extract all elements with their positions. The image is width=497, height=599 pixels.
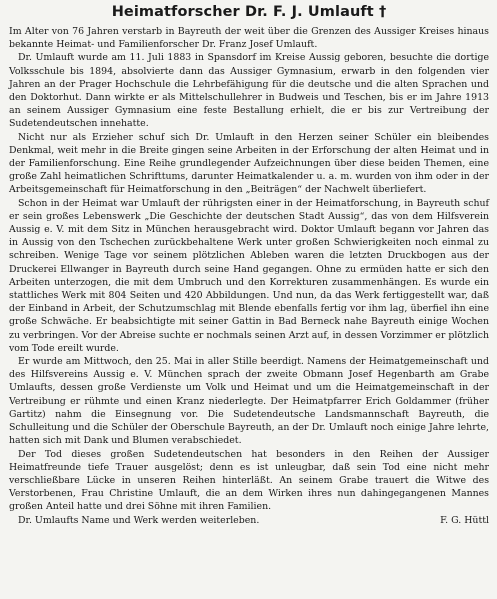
- author-signature: F. G. Hüttl: [440, 514, 489, 526]
- paragraph-biography: Dr. Umlauft wurde am 11. Juli 1883 in Spansdorf im Kreise Aussig geboren, besuchte die dortige Volksschule bis 1894, absolvierte dann das Aussiger Gymnasium, erwarb in den folgenden vier Jahren an der Prager Hochschule die Lehrbefähigung für die deutsche und die alten Sprachen und den Doktorhut. Dann wirkte er als Mittelschullehrer in Budweis und Teschen, bis er im Jahre 1913 an seinem Aussiger Gymnasium eine feste Bestallung erhielt, die er bis zur Vertreibung der Sudetendeutschen innehatte.: [9, 52, 489, 130]
- closing-line: Dr. Umlaufts Name und Werk werden weiterleben.: [18, 514, 260, 526]
- article-title: Heimatforscher Dr. F. J. Umlauft †: [111, 4, 387, 20]
- article-body: [9, 25, 489, 527]
- paragraph-funeral: Er wurde am Mittwoch, den 25. Mai in aller Stille beerdigt. Namens der Heimatgemeinschaft und des Hilfsvereins Aussig e. V. München sprach der zweite Obmann Josef Hegenbarth am Grabe Umlaufts, dessen große Verdienste um Volk und Heimat und um die Heimatgemeinschaft in der Vertreibung er rühmte und einen Kranz niederlegte. Der Heimatpfarrer Erich Goldammer (früher Gartitz) nahm die Einsegnung vor. Die Sudetendeutsche Landsmannschaft Bayreuth, die Schulleitung und die Schüler der Oberschule Bayreuth, an der Dr. Umlauft noch einige Jahre lehrte, hatten sich mit Dank und Blumen verabschiedet.: [9, 356, 489, 447]
- paragraph-research: Nicht nur als Erzieher schuf sich Dr. Umlauft in den Herzen seiner Schüler ein bleibendes Denkmal, weit mehr in die Breite gingen seine Arbeiten in der Erforschung der alten Heimat und in der Familienforschung. Eine Reihe grundlegender Aufzeichnungen über diese beiden Themen, eine große Zahl heimatlichen Schrifttums, darunter Heimatkalender u. a. m. wurden von ihm oder in der Arbeitsgemeinschaft für Heimatforschung in den „Beiträgen“ der Nachwelt überliefert.: [9, 131, 489, 196]
- paragraph-intro: Im Alter von 76 Jahren verstarb in Bayreuth der weit über die Grenzen des Aussiger Kreises hinaus bekannte Heimat- und Familienforscher Dr. Franz Josef Umlauft.: [9, 26, 489, 51]
- paragraph-lifework: Schon in der Heimat war Umlauft der rührigsten einer in der Heimatforschung, in Bayreuth schuf er sein großes Lebenswerk „Die Geschichte der deutschen Stadt Aussig“, das von dem Hilfsverein Aussig e. V. mit dem Sitz in München herausgebracht wird. Doktor Umlauft begann vor Jahren das in Aussig von den Tschechen zurückbehaltene Werk unter großen Schwierigkeiten noch einmal zu schreiben. Wenige Tage vor seinem plötzlichen Ableben waren die letzten Druckbogen aus der Druckerei Ellwanger in Bayreuth durch seine Hand gegangen. Ohne zu ermüden hatte er sich den Arbeiten unterzogen, die mit dem Umbruch und den Korrekturen zusammenhängen. Es wurde ein stattliches Werk mit 804 Seiten und 420 Abbildungen. Und nun, da das Werk fertiggestellt war, daß der Einband in Arbeit, der Schutzumschlag mit Blende ebenfalls fertig vor ihm lag, überfiel ihn eine große Schwäche. Er beabsichtigte mit seiner Gattin in Bad Berneck nahe Bayreuth einige Wochen zu verbringen. Vor der Abreise suchte er nochmals seinen Arzt auf, in dessen Vorzimmer er plötzlich vom Tode ereilt wurde.: [9, 197, 489, 354]
- closing-row: [9, 514, 489, 527]
- paragraph-mourning: Der Tod dieses großen Sudetendeutschen hat besonders in den Reihen der Aussiger Heimatfreunde tiefe Trauer ausgelöst; denn es ist unleugbar, daß sein Tod eine nicht mehr verschließbare Lücke in unseren Reihen hinterläßt. An seinem Grabe trauert die Witwe des Verstorbenen, Frau Christine Umlauft, die an dem Wirken ihres nun dahingegangenen Mannes großen Anteil hatte und drei Söhne mit ihren Familien.: [9, 448, 489, 513]
